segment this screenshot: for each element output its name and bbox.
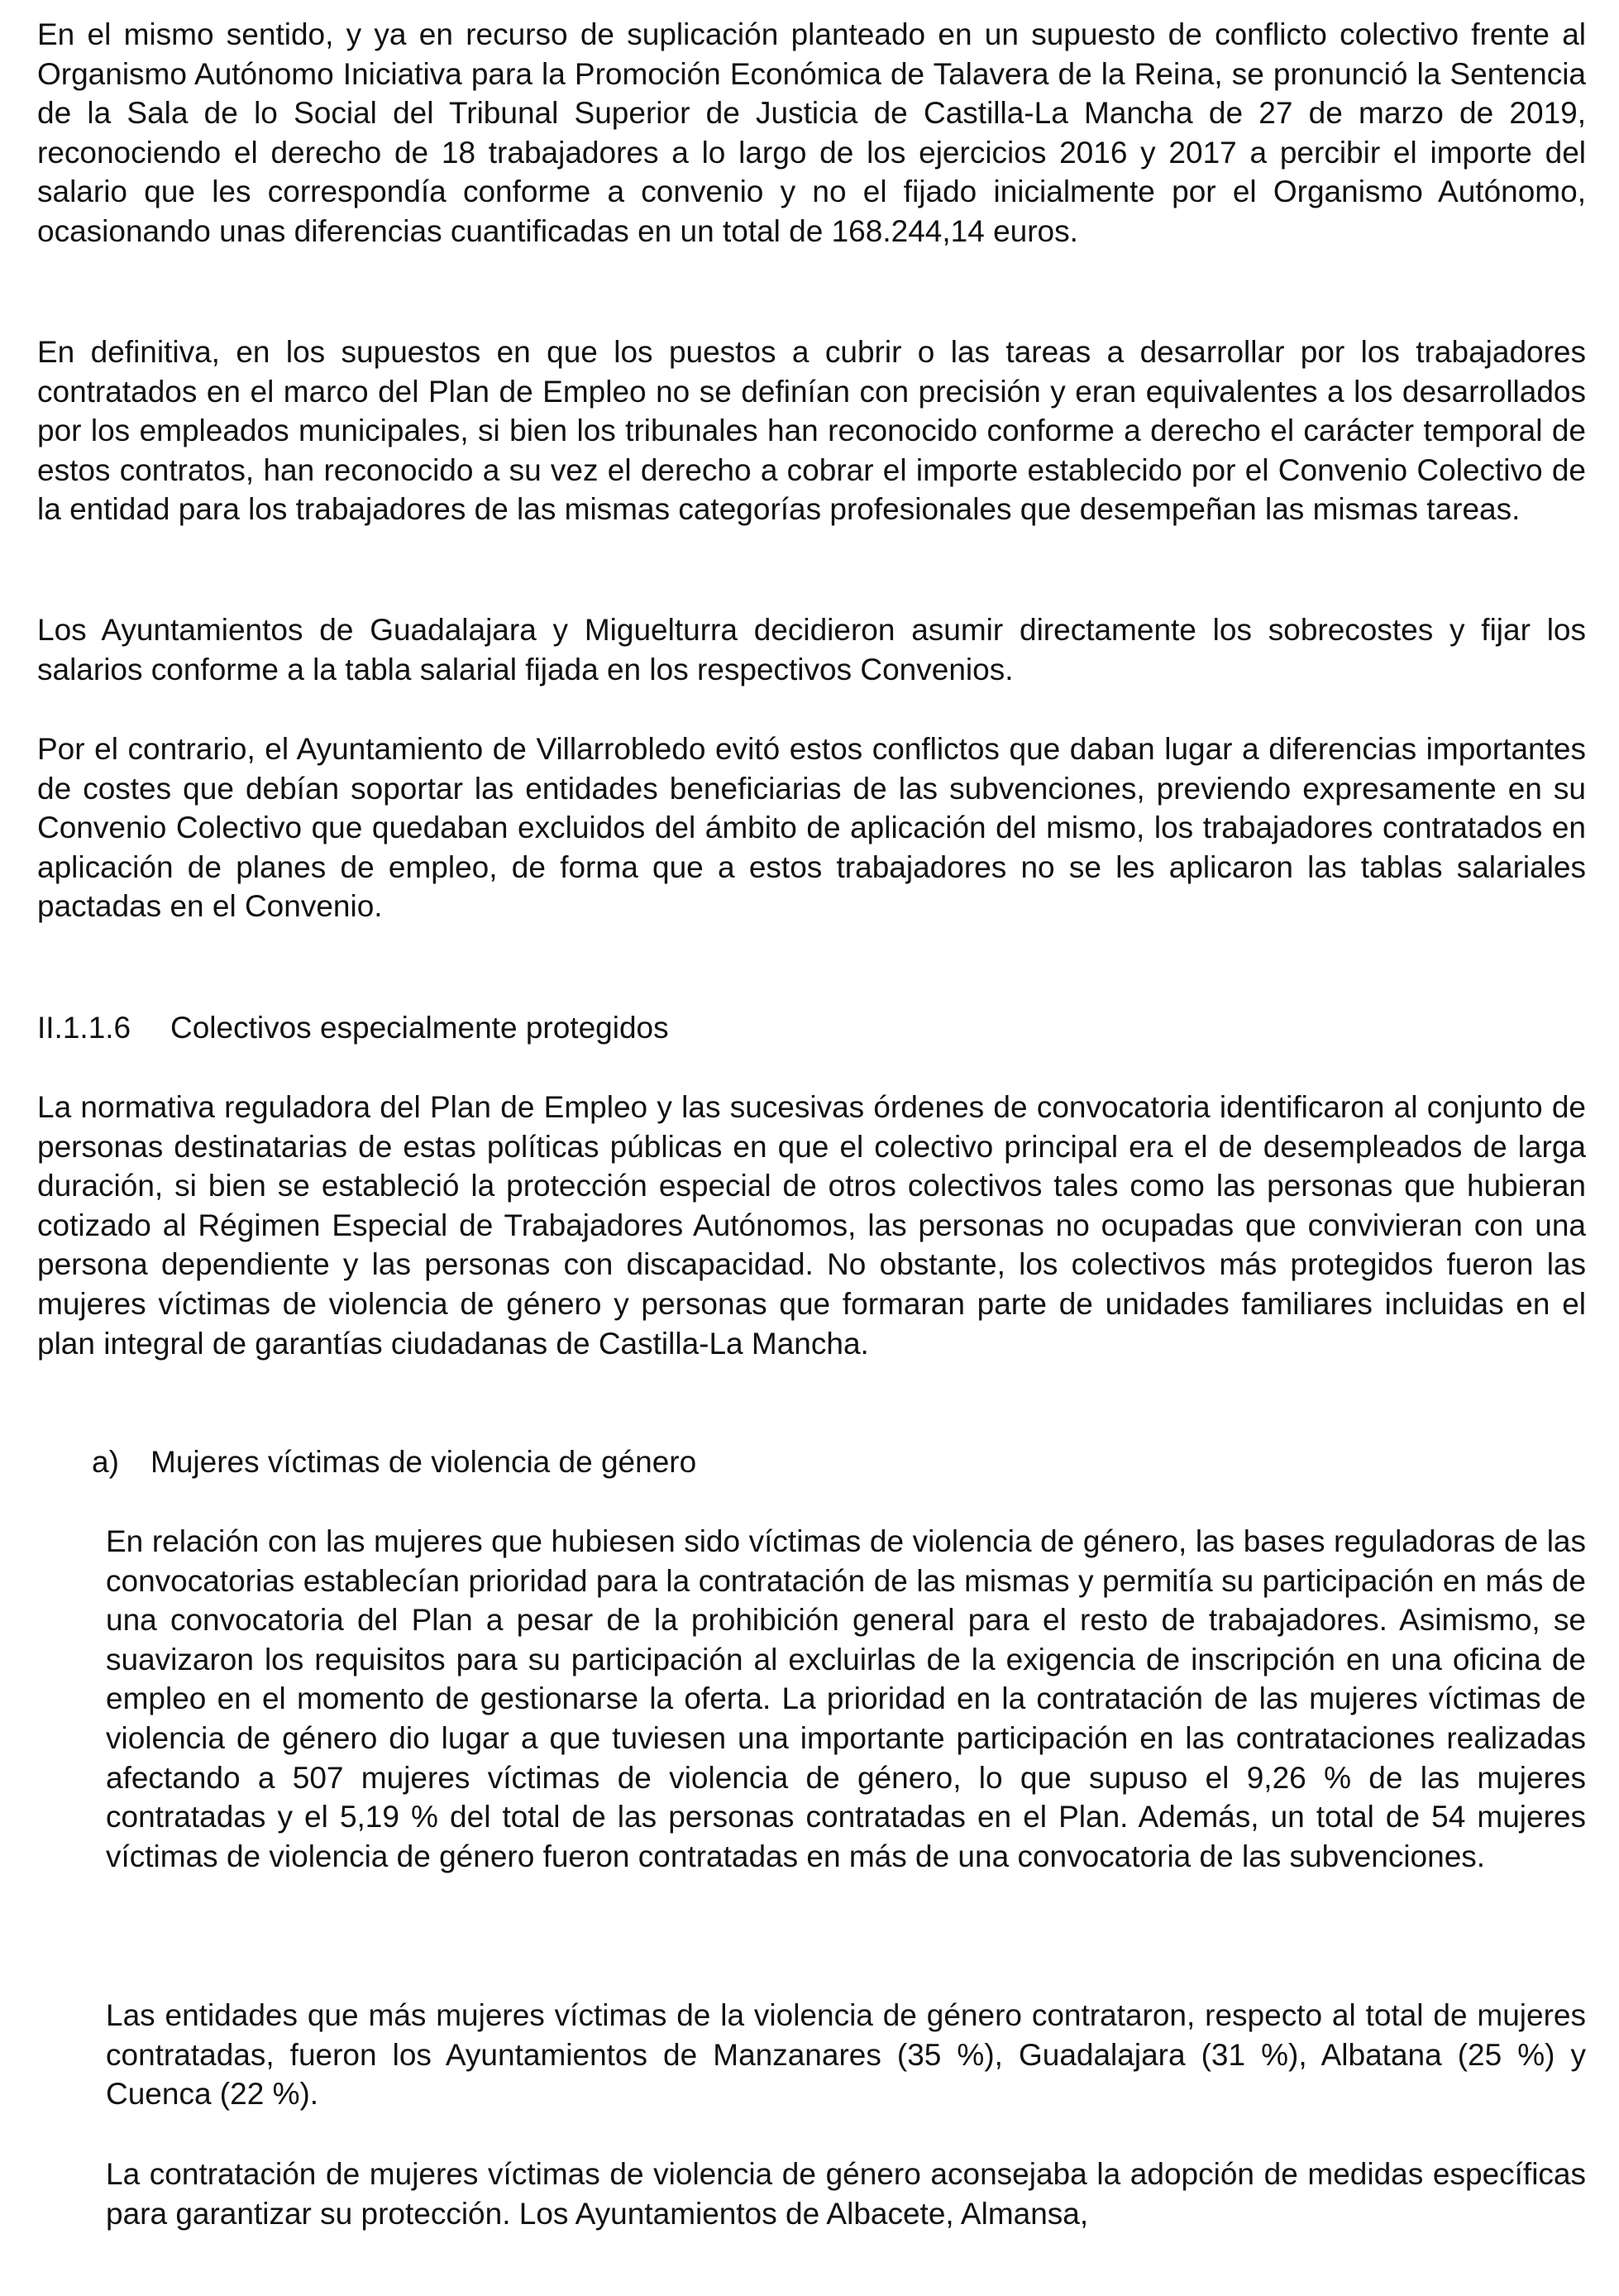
paragraph-normativa-reguladora: La normativa reguladora del Plan de Empleo y las sucesivas órdenes de convocatoria identificaron al conjunto de personas destinatarias de estas políticas públicas en que el colectivo principal era el de desempleados de larga duración, si bien se estableció la protección especial de otros colectivos tales como las personas que hubieran cotizado al Régimen Especial de Trabajadores Autónomos, las personas no ocupadas que convivieran con una persona dependiente y las personas con discapacidad. No obstante, los colectivos más protegidos fueron las mujeres víctimas de violencia de género y personas que formaran parte de unidades familiares incluidas en el plan integral de garantías ciudadanas de Castilla-La Mancha. (37, 1090, 1586, 1361)
paragraph-guadalajara-miguelturra: Los Ayuntamientos de Guadalajara y Miguelturra decidieron asumir directamente los sobrecostes y fijar los salarios conforme a la tabla salarial fijada en los respectivos Convenios. (37, 613, 1586, 686)
list-marker: a) (92, 1445, 119, 1479)
paragraph-villarrobledo: Por el contrario, el Ayuntamiento de Villarrobledo evitó estos conflictos que daban lugar a diferencias importantes de costes que debían soportar las entidades beneficiarias de las subvenciones, previendo expresamente en su Convenio Colectivo que quedaban excluidos del ámbito de aplicación del mismo, los trabajadores contratados en aplicación de planes de empleo, de forma que a estos trabajadores no se les aplicaron las tablas salariales pactadas en el Convenio. (37, 732, 1586, 924)
section-heading-number: II.1.1.6 (37, 1011, 131, 1045)
paragraph-en-definitiva: En definitiva, en los supuestos en que los puestos a cubrir o las tareas a desarrollar por los trabajadores contratados en el marco del Plan de Empleo no se definían con precisión y eran equivalentes a los desarrollados por los empleados municipales, si bien los tribunales han reconocido conforme a derecho el carácter temporal de estos contratos, han reconocido a su vez el derecho a cobrar el importe establecido por el Convenio Colectivo de la entidad para los trabajadores de las mismas categorías profesionales que desempeñan las mismas tareas. (37, 335, 1586, 527)
paragraph-medidas-proteccion: La contratación de mujeres víctimas de violencia de género aconsejaba la adopción de medidas específicas para garantizar su protección. Los Ayuntamientos de Albacete, Almansa, (106, 2157, 1586, 2231)
list-heading-mujeres (92, 1442, 696, 1482)
section-heading (37, 1008, 669, 1048)
section-heading-title: Colectivos especialmente protegidos (170, 1011, 669, 1045)
paragraph-mujeres-victimas: En relación con las mujeres que hubiesen sido víctimas de violencia de género, las bases reguladoras de las convocatorias establecían prioridad para la contratación de las mismas y permitía su participación en más de una convocatoria del Plan a pesar de la prohibición general para el resto de trabajadores. Asimismo, se suavizaron los requisitos para su participación al excluirlas de la exigencia de inscripción en una oficina de empleo en el momento de gestionarse la oferta. La prioridad en la contratación de las mujeres víctimas de violencia de género dio lugar a que tuviesen una importante participación en las contrataciones realizadas afectando a 507 mujeres víctimas de violencia de género, lo que supuso el 9,26 % de las mujeres contratadas y el 5,19 % del total de las personas contratadas en el Plan. Además, un total de 54 mujeres víctimas de violencia de género fueron contratadas en más de una convocatoria de las subvenciones. (106, 1524, 1586, 1873)
paragraph-sentencia-talavera: En el mismo sentido, y ya en recurso de suplicación planteado en un supuesto de conflicto colectivo frente al Organismo Autónomo Iniciativa para la Promoción Económica de Talavera de la Reina, se pronunció la Sentencia de la Sala de lo Social del Tribunal Superior de Justicia de Castilla-La Mancha de 27 de marzo de 2019, reconociendo el derecho de 18 trabajadores a lo largo de los ejercicios 2016 y 2017 a percibir el importe del salario que les correspondía conforme a convenio y no el fijado inicialmente por el Organismo Autónomo, ocasionando unas diferencias cuantificadas en un total de 168.244,14 euros. (37, 17, 1586, 248)
paragraph-entidades-contrataron: Las entidades que más mujeres víctimas de la violencia de género contrataron, respecto al total de mujeres contratadas, fueron los Ayuntamientos de Manzanares (35 %), Guadalajara (31 %), Albatana (25 %) y Cuenca (22 %). (106, 1998, 1586, 2112)
list-heading-title: Mujeres víctimas de violencia de género (150, 1445, 697, 1479)
